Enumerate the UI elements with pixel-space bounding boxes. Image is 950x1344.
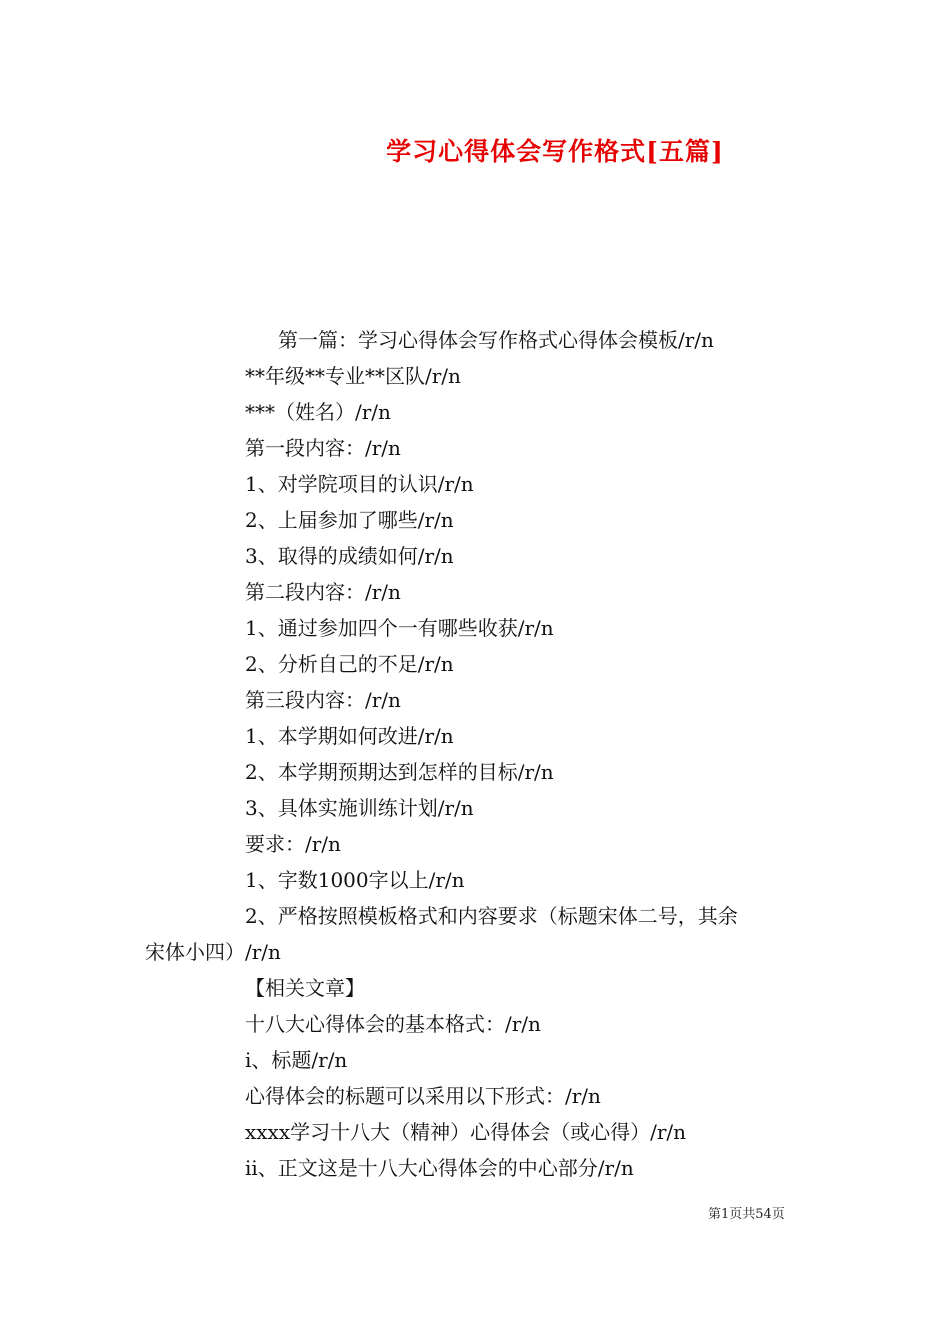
body-line: 3、取得的成绩如何/r/n bbox=[245, 544, 454, 568]
page-number: 第1页共54页 bbox=[708, 1207, 785, 1222]
body-line: 十八大心得体会的基本格式：/r/n bbox=[245, 1012, 541, 1036]
body-line: 1、字数1000字以上/r/n bbox=[245, 868, 465, 892]
body-line: 第一段内容：/r/n bbox=[245, 436, 401, 460]
body-line: 1、本学期如何改进/r/n bbox=[245, 724, 454, 748]
body-line: 2、上届参加了哪些/r/n bbox=[245, 508, 454, 532]
body-line: 心得体会的标题可以采用以下形式：/r/n bbox=[245, 1084, 601, 1108]
body-line: 要求：/r/n bbox=[245, 832, 341, 856]
related-articles-heading: 【相关文章】 bbox=[245, 976, 365, 1000]
body-line: 2、分析自己的不足/r/n bbox=[245, 652, 454, 676]
body-line: 1、通过参加四个一有哪些收获/r/n bbox=[245, 616, 554, 640]
body-line: i、标题/r/n bbox=[245, 1048, 348, 1072]
body-line: 2、严格按照模板格式和内容要求（标题宋体二号，其余 bbox=[245, 904, 738, 928]
body-line: ***（姓名）/r/n bbox=[245, 400, 391, 424]
body-line: **年级**专业**区队/r/n bbox=[245, 364, 461, 388]
body-line: 1、对学院项目的认识/r/n bbox=[245, 472, 474, 496]
body-line: 宋体小四）/r/n bbox=[145, 940, 281, 964]
body-line: 第三段内容：/r/n bbox=[245, 688, 401, 712]
body-line: ii、正文这是十八大心得体会的中心部分/r/n bbox=[245, 1156, 634, 1180]
body-line: xxxx学习十八大（精神）心得体会（或心得）/r/n bbox=[245, 1120, 687, 1144]
body-line: 第二段内容：/r/n bbox=[245, 580, 401, 604]
body-line: 3、具体实施训练计划/r/n bbox=[245, 796, 474, 820]
document-title: 学习心得体会写作格式[五篇] bbox=[386, 137, 724, 166]
body-line: 第一篇：学习心得体会写作格式心得体会模板/r/n bbox=[278, 328, 714, 352]
body-line: 2、本学期预期达到怎样的目标/r/n bbox=[245, 760, 554, 784]
